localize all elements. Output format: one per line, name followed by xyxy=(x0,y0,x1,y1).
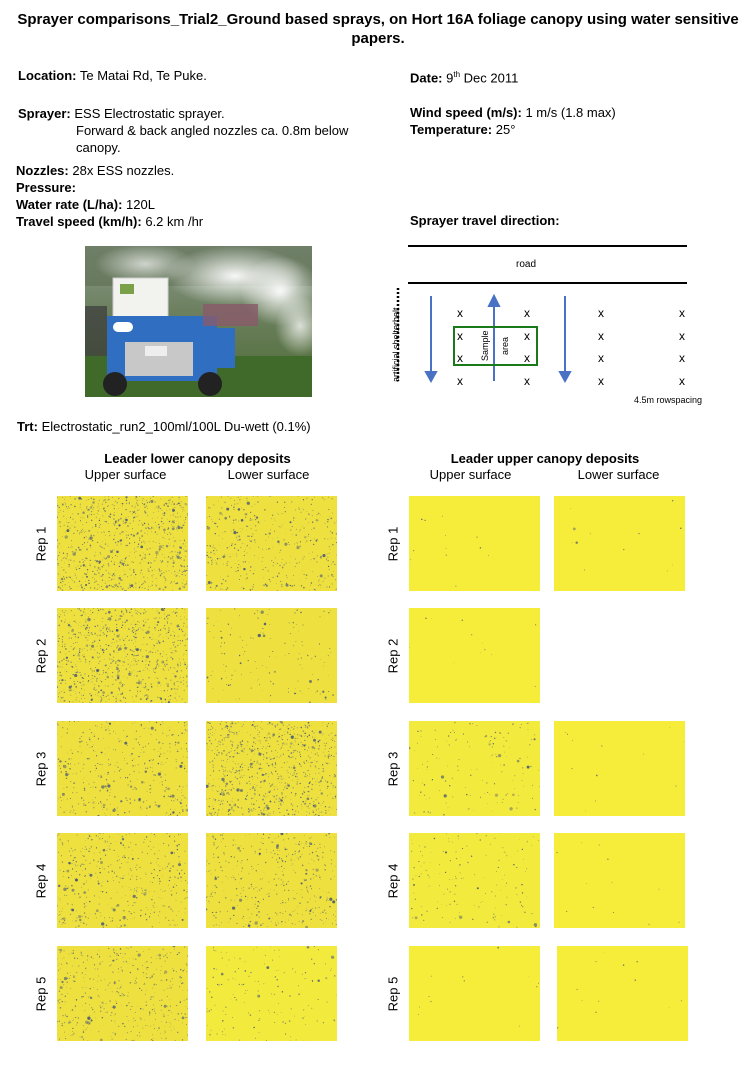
rep-label: Rep 3 xyxy=(33,751,49,786)
tree-mark: x xyxy=(679,351,685,365)
spray-card-lower-lower-rep2 xyxy=(206,608,337,703)
spray-card-upper-upper-rep1 xyxy=(409,496,540,591)
spray-card-upper-upper-rep2 xyxy=(409,608,540,703)
spray-card-upper-upper-rep3 xyxy=(409,721,540,816)
travel-speed-label: Travel speed (km/h): xyxy=(16,214,142,229)
rep-label: Rep 5 xyxy=(33,976,49,1011)
upper-col-upper-surface: Upper surface xyxy=(429,467,512,482)
tree-mark: x xyxy=(457,306,463,320)
sprayer-photo xyxy=(85,246,312,397)
spray-card-lower-lower-rep3 xyxy=(206,721,337,816)
tree-mark: x xyxy=(598,351,604,365)
nozzles-line xyxy=(16,162,203,179)
tree-mark: x xyxy=(598,306,604,320)
tree-mark: x xyxy=(679,374,685,388)
rep-label: Rep 5 xyxy=(385,976,401,1011)
temperature-value: 25° xyxy=(495,122,516,137)
date-line xyxy=(410,66,518,86)
road-label: road xyxy=(516,259,537,270)
water-rate-label: Water rate (L/ha): xyxy=(16,197,123,212)
spray-card-lower-lower-rep4 xyxy=(206,833,337,928)
location-value: Te Matai Rd, Te Puke. xyxy=(79,68,207,83)
date-sup: th xyxy=(453,70,461,79)
tree-mark: x xyxy=(457,374,463,388)
tree-mark: x xyxy=(457,329,463,343)
spray-card-upper-lower-rep1 xyxy=(554,496,685,591)
wind-label: Wind speed (m/s): xyxy=(410,105,522,120)
wind-line xyxy=(410,104,616,121)
location-label: Location: xyxy=(18,68,77,83)
rep-label: Rep 3 xyxy=(385,751,401,786)
spray-card-upper-upper-rep5 xyxy=(409,946,540,1041)
rep-label: Rep 4 xyxy=(385,863,401,898)
lower-col-lower-surface: Lower surface xyxy=(227,467,310,482)
spray-card-lower-upper-rep4 xyxy=(57,833,188,928)
tree-marks xyxy=(457,306,685,388)
water-rate-value: 120L xyxy=(126,197,155,212)
spray-card-upper-lower-rep3 xyxy=(554,721,685,816)
rep-label: Rep 1 xyxy=(33,526,49,561)
nozzles-value: 28x ESS nozzles. xyxy=(72,163,175,178)
wind-value: 1 m/s (1.8 max) xyxy=(525,105,616,120)
upper-col-lower-surface: Lower surface xyxy=(577,467,660,482)
travel-speed-value: 6.2 km /hr xyxy=(145,214,204,229)
spray-card-upper-lower-rep5 xyxy=(557,946,688,1041)
spray-card-upper-lower-rep4 xyxy=(554,833,685,928)
upper-canopy-title: Leader upper canopy deposits xyxy=(450,451,640,466)
pressure-line xyxy=(16,179,203,196)
tree-mark: x xyxy=(524,306,530,320)
spray-card-lower-upper-rep2 xyxy=(57,608,188,703)
tree-mark: x xyxy=(679,306,685,320)
rowspacing-label: 4.5m rowspacing xyxy=(634,395,703,405)
nozzles-block xyxy=(16,162,203,230)
travel-direction-diagram xyxy=(385,236,730,408)
rep-label: Rep 4 xyxy=(33,863,49,898)
tree-mark: x xyxy=(457,351,463,365)
date-rest: Dec 2011 xyxy=(463,70,519,86)
arrow-down-2-head xyxy=(560,372,570,381)
area-label: area xyxy=(500,336,510,355)
date-day: 9 xyxy=(446,70,454,86)
rep-label: Rep 1 xyxy=(385,526,401,561)
spray-card-upper-upper-rep4 xyxy=(409,833,540,928)
sprayer-line1: ESS Electrostatic sprayer. xyxy=(74,106,225,121)
pressure-label: Pressure: xyxy=(16,180,76,195)
travel-speed-line xyxy=(16,213,203,230)
rep-label: Rep 2 xyxy=(385,638,401,673)
shelterbelt-label: artificial shelterbelt xyxy=(391,307,401,382)
rep-label: Rep 2 xyxy=(33,638,49,673)
water-rate-line xyxy=(16,196,203,213)
spray-card-lower-upper-rep3 xyxy=(57,721,188,816)
spray-card-lower-upper-rep1 xyxy=(57,496,188,591)
lower-canopy-title: Leader lower canopy deposits xyxy=(104,451,291,466)
spray-card-lower-upper-rep5 xyxy=(57,946,188,1041)
spray-card-lower-lower-rep5 xyxy=(206,946,337,1041)
travel-direction-label: Sprayer travel direction: xyxy=(410,213,560,228)
date-label: Date: xyxy=(410,70,443,86)
page-title: Sprayer comparisons_Trial2_Ground based sprays, on Hort 16A foliage canopy using water sensitive papers. xyxy=(17,11,739,47)
arrow-up-head xyxy=(489,296,499,306)
tree-mark: x xyxy=(598,374,604,388)
sample-label: Sample xyxy=(480,330,490,361)
tree-mark: x xyxy=(524,351,530,365)
weather-block xyxy=(410,104,616,138)
lower-col-upper-surface: Upper surface xyxy=(84,467,167,482)
nozzles-label: Nozzles: xyxy=(16,163,69,178)
arrow-down-1-head xyxy=(426,372,436,381)
tree-mark: x xyxy=(524,374,530,388)
treatment-value: Electrostatic_run2_100ml/100L Du-wett (0.1%) xyxy=(41,419,311,434)
sprayer-block xyxy=(18,105,388,156)
temperature-line xyxy=(410,121,616,138)
treatment-line xyxy=(17,418,311,435)
tree-mark: x xyxy=(524,329,530,343)
sprayer-line3: canopy. xyxy=(76,140,121,155)
tree-mark: x xyxy=(598,329,604,343)
tree-mark: x xyxy=(679,329,685,343)
sprayer-label: Sprayer: xyxy=(18,106,71,121)
sprayer-line2: Forward & back angled nozzles ca. 0.8m below xyxy=(76,123,349,138)
location-line xyxy=(18,67,207,84)
temperature-label: Temperature: xyxy=(410,122,493,137)
spray-card-lower-lower-rep1 xyxy=(206,496,337,591)
treatment-label: Trt: xyxy=(17,419,38,434)
